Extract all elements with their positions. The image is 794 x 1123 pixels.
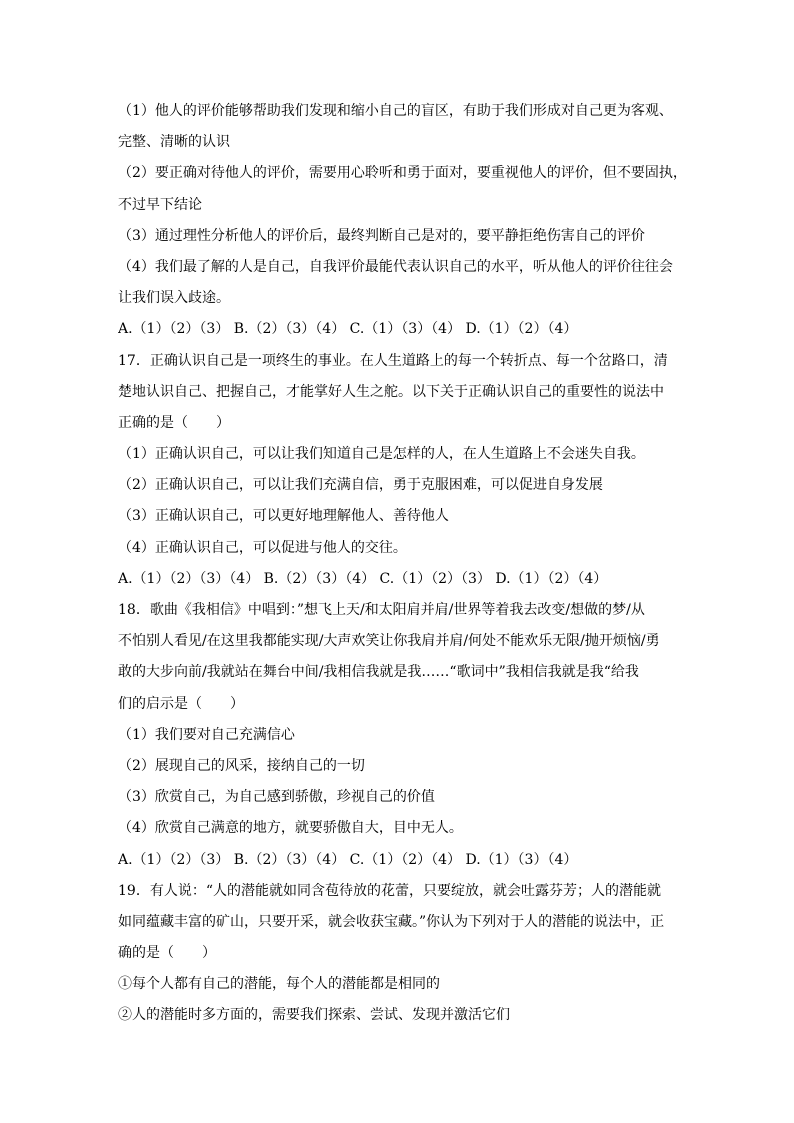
option-text-line: （1）他人的评价能够帮助我们发现和缩小自己的盲区，有助于我们形成对自己更为客观、 — [118, 103, 673, 119]
answer-choices: A.（1）（2）（3） B.（2）（3）（4） C.（1）（2）（4） D.（1）（3）（4） — [118, 851, 578, 868]
option-text-line: （3）通过理性分析他人的评价后，最终判断自己是对的，要平静拒绝伤害自己的评价 — [118, 227, 645, 244]
answer-choices: A.（1）（2）（3）（4） B.（2）（3）（4） C.（1）（2）（3） D.（1）（2）（4） — [118, 570, 608, 587]
option-text-line: （1）我们要对自己充满信心 — [118, 726, 295, 743]
document-page — [118, 96, 688, 1032]
question-19-text: 如同蕴藏丰富的矿山，只要开采，就会收获宝藏。”你认为下列对于人的潜能的说法中，正 — [118, 913, 665, 930]
question-17-text: 楚地认识自己、把握自己，才能掌好人生之舵。以下关于正确认识自己的重要性的说法中 — [118, 383, 664, 400]
option-text-line: （3）欣赏自己，为自己感到骄傲，珍视自己的价值 — [118, 789, 435, 806]
question-19-text: 19．有人说：“人的潜能就如同含苞待放的花蕾，只要绽放，就会吐露芬芳；人的潜能就 — [118, 882, 661, 899]
option-text-line: （4）欣赏自己满意的地方，就要骄傲自大，目中无人。 — [118, 820, 463, 837]
option-text-line: （2）要正确对待他人的评价，需要用心聆听和勇于面对，要重视他人的评价，但不要固执， — [118, 165, 687, 182]
question-18-text: 18．歌曲《我相信》中唱到：”想飞上天/和太阳肩并肩/世界等着我去改变/想做的梦/从 — [118, 602, 645, 618]
option-text-line: （4）我们最了解的人是自己，自我评价最能代表认识自己的水平，听从他人的评价往往会 — [118, 258, 673, 275]
question-18-text: 不怕别人看见/在这里我都能实现/大声欢笑让你我肩并肩/何处不能欢乐无限/抛开烦恼/勇 — [118, 633, 660, 650]
option-text-line: 不过早下结论 — [118, 196, 202, 213]
option-text-line: （1）正确认识自己，可以让我们知道自己是怎样的人，在人生道路上不会迷失自我。 — [118, 446, 645, 463]
question-17-text: 17．正确认识自己是一项终生的事业。在人生道路上的每一个转折点、每一个岔路口，清 — [118, 352, 668, 369]
question-18-text: 敢的大步向前/我就站在舞台中间/我相信我就是我……“歌词中”我相信我就是我“给我 — [118, 664, 639, 681]
question-19-text: 确的是（ ） — [118, 945, 216, 962]
option-text-line: （4）正确认识自己，可以促进与他人的交往。 — [118, 539, 407, 556]
option-text-line: 让我们误入歧途。 — [118, 290, 230, 307]
option-text-line: ①每个人都有自己的潜能，每个人的潜能都是相同的 — [118, 976, 440, 993]
question-18-text: 们的启示是（ ） — [118, 695, 244, 712]
option-text-line: （3）正确认识自己，可以更好地理解他人、善待他人 — [118, 508, 449, 525]
option-text-line: （2）正确认识自己，可以让我们充满自信，勇于克服困难，可以促进自身发展 — [118, 477, 603, 494]
answer-choices: A.（1）（2）（3） B.（2）（3）（4） C.（1）（3）（4） D.（1）（2）（4） — [118, 321, 578, 338]
option-text-line: ②人的潜能时多方面的，需要我们探索、尝试、发现并激活它们 — [118, 1007, 510, 1024]
option-text-line: （2）展现自己的风采，接纳自己的一切 — [118, 757, 365, 774]
option-text-line: 完整、清晰的认识 — [118, 134, 230, 151]
question-17-text: 正确的是（ ） — [118, 414, 230, 431]
